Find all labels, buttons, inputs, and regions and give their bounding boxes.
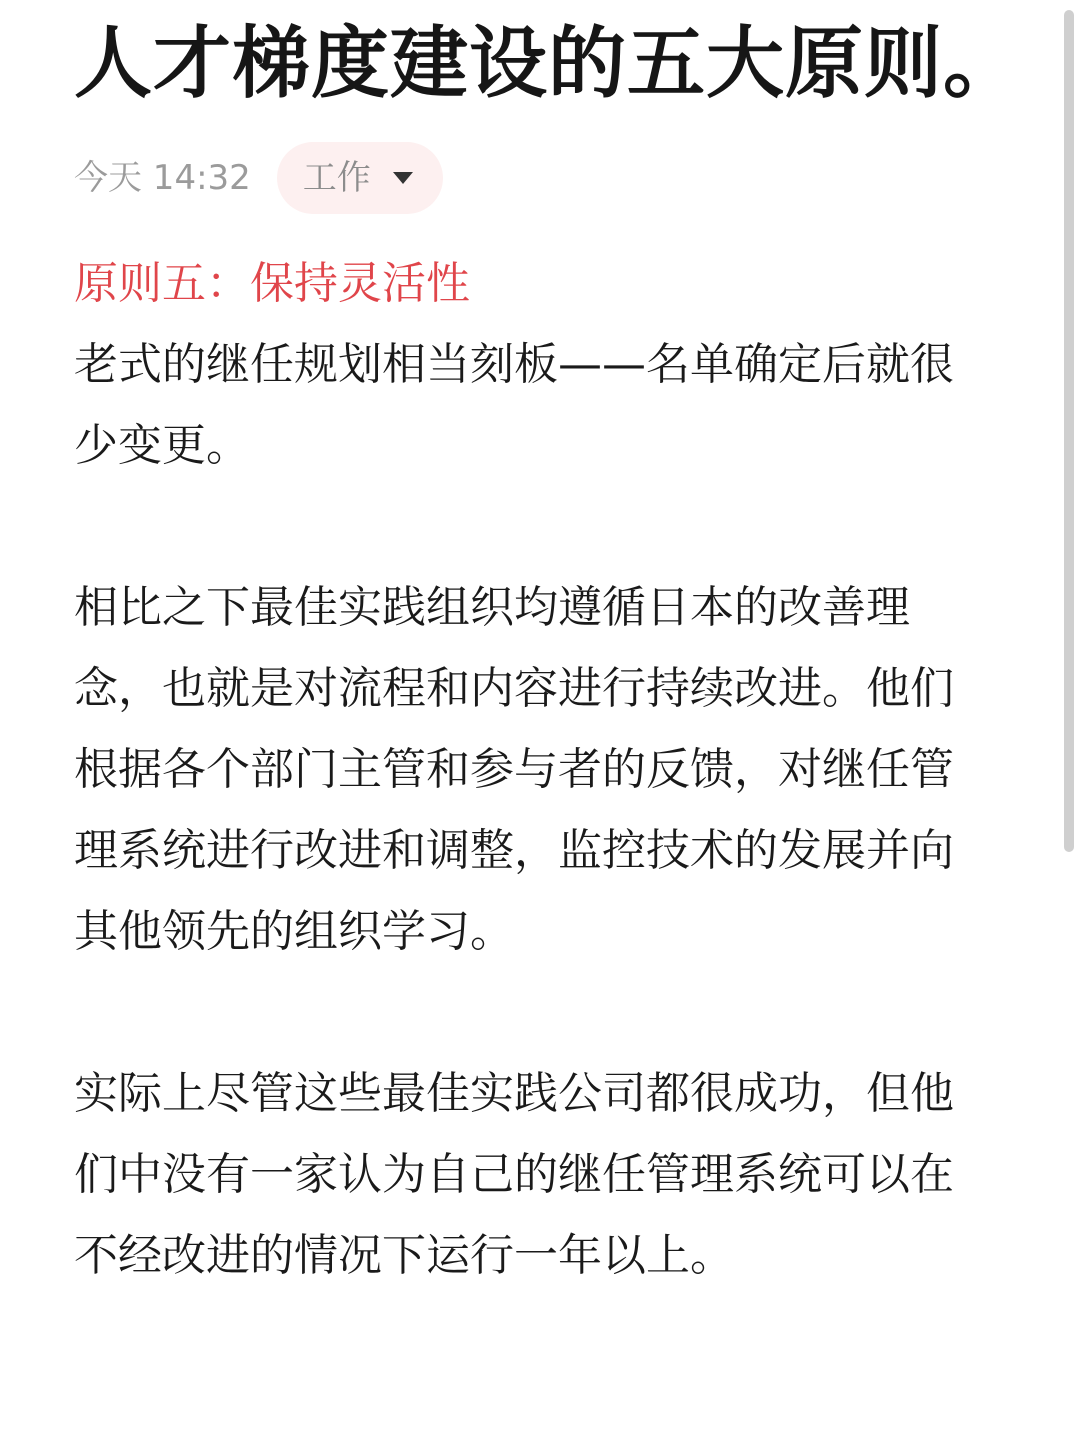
note-body[interactable] [74,244,986,1296]
paragraph-3: 实际上尽管这些最佳实践公司都很成功，但他们中没有一家认为自己的继任管理系统可以在不经改进的情况下运行一年以上。 [74,1068,954,1281]
paragraph-2: 相比之下最佳实践组织均遵循日本的改善理念，也就是对流程和内容进行持续改进。他们根据各个部门主管和参与者的反馈，对继任管理系统进行改进和调整，监控技术的发展并向其他领先的组织学习。 [74,582,954,957]
caret-down-icon [393,172,413,184]
paragraph-1: 老式的继任规划相当刻板——名单确定后就很少变更。 [74,339,954,471]
paragraph-spacer [74,486,986,567]
section-heading: 原则五：保持灵活性 [74,258,470,309]
category-dropdown[interactable] [277,142,443,214]
category-label: 工作 [302,158,371,198]
note-timestamp: 今天 14:32 [74,158,251,198]
note-title[interactable]: 人才梯度建设的五大原则。 [74,19,1023,109]
note-page [74,0,1023,1296]
scrollbar-thumb[interactable] [1064,10,1074,852]
note-meta [74,142,986,214]
paragraph-spacer [74,972,986,1053]
